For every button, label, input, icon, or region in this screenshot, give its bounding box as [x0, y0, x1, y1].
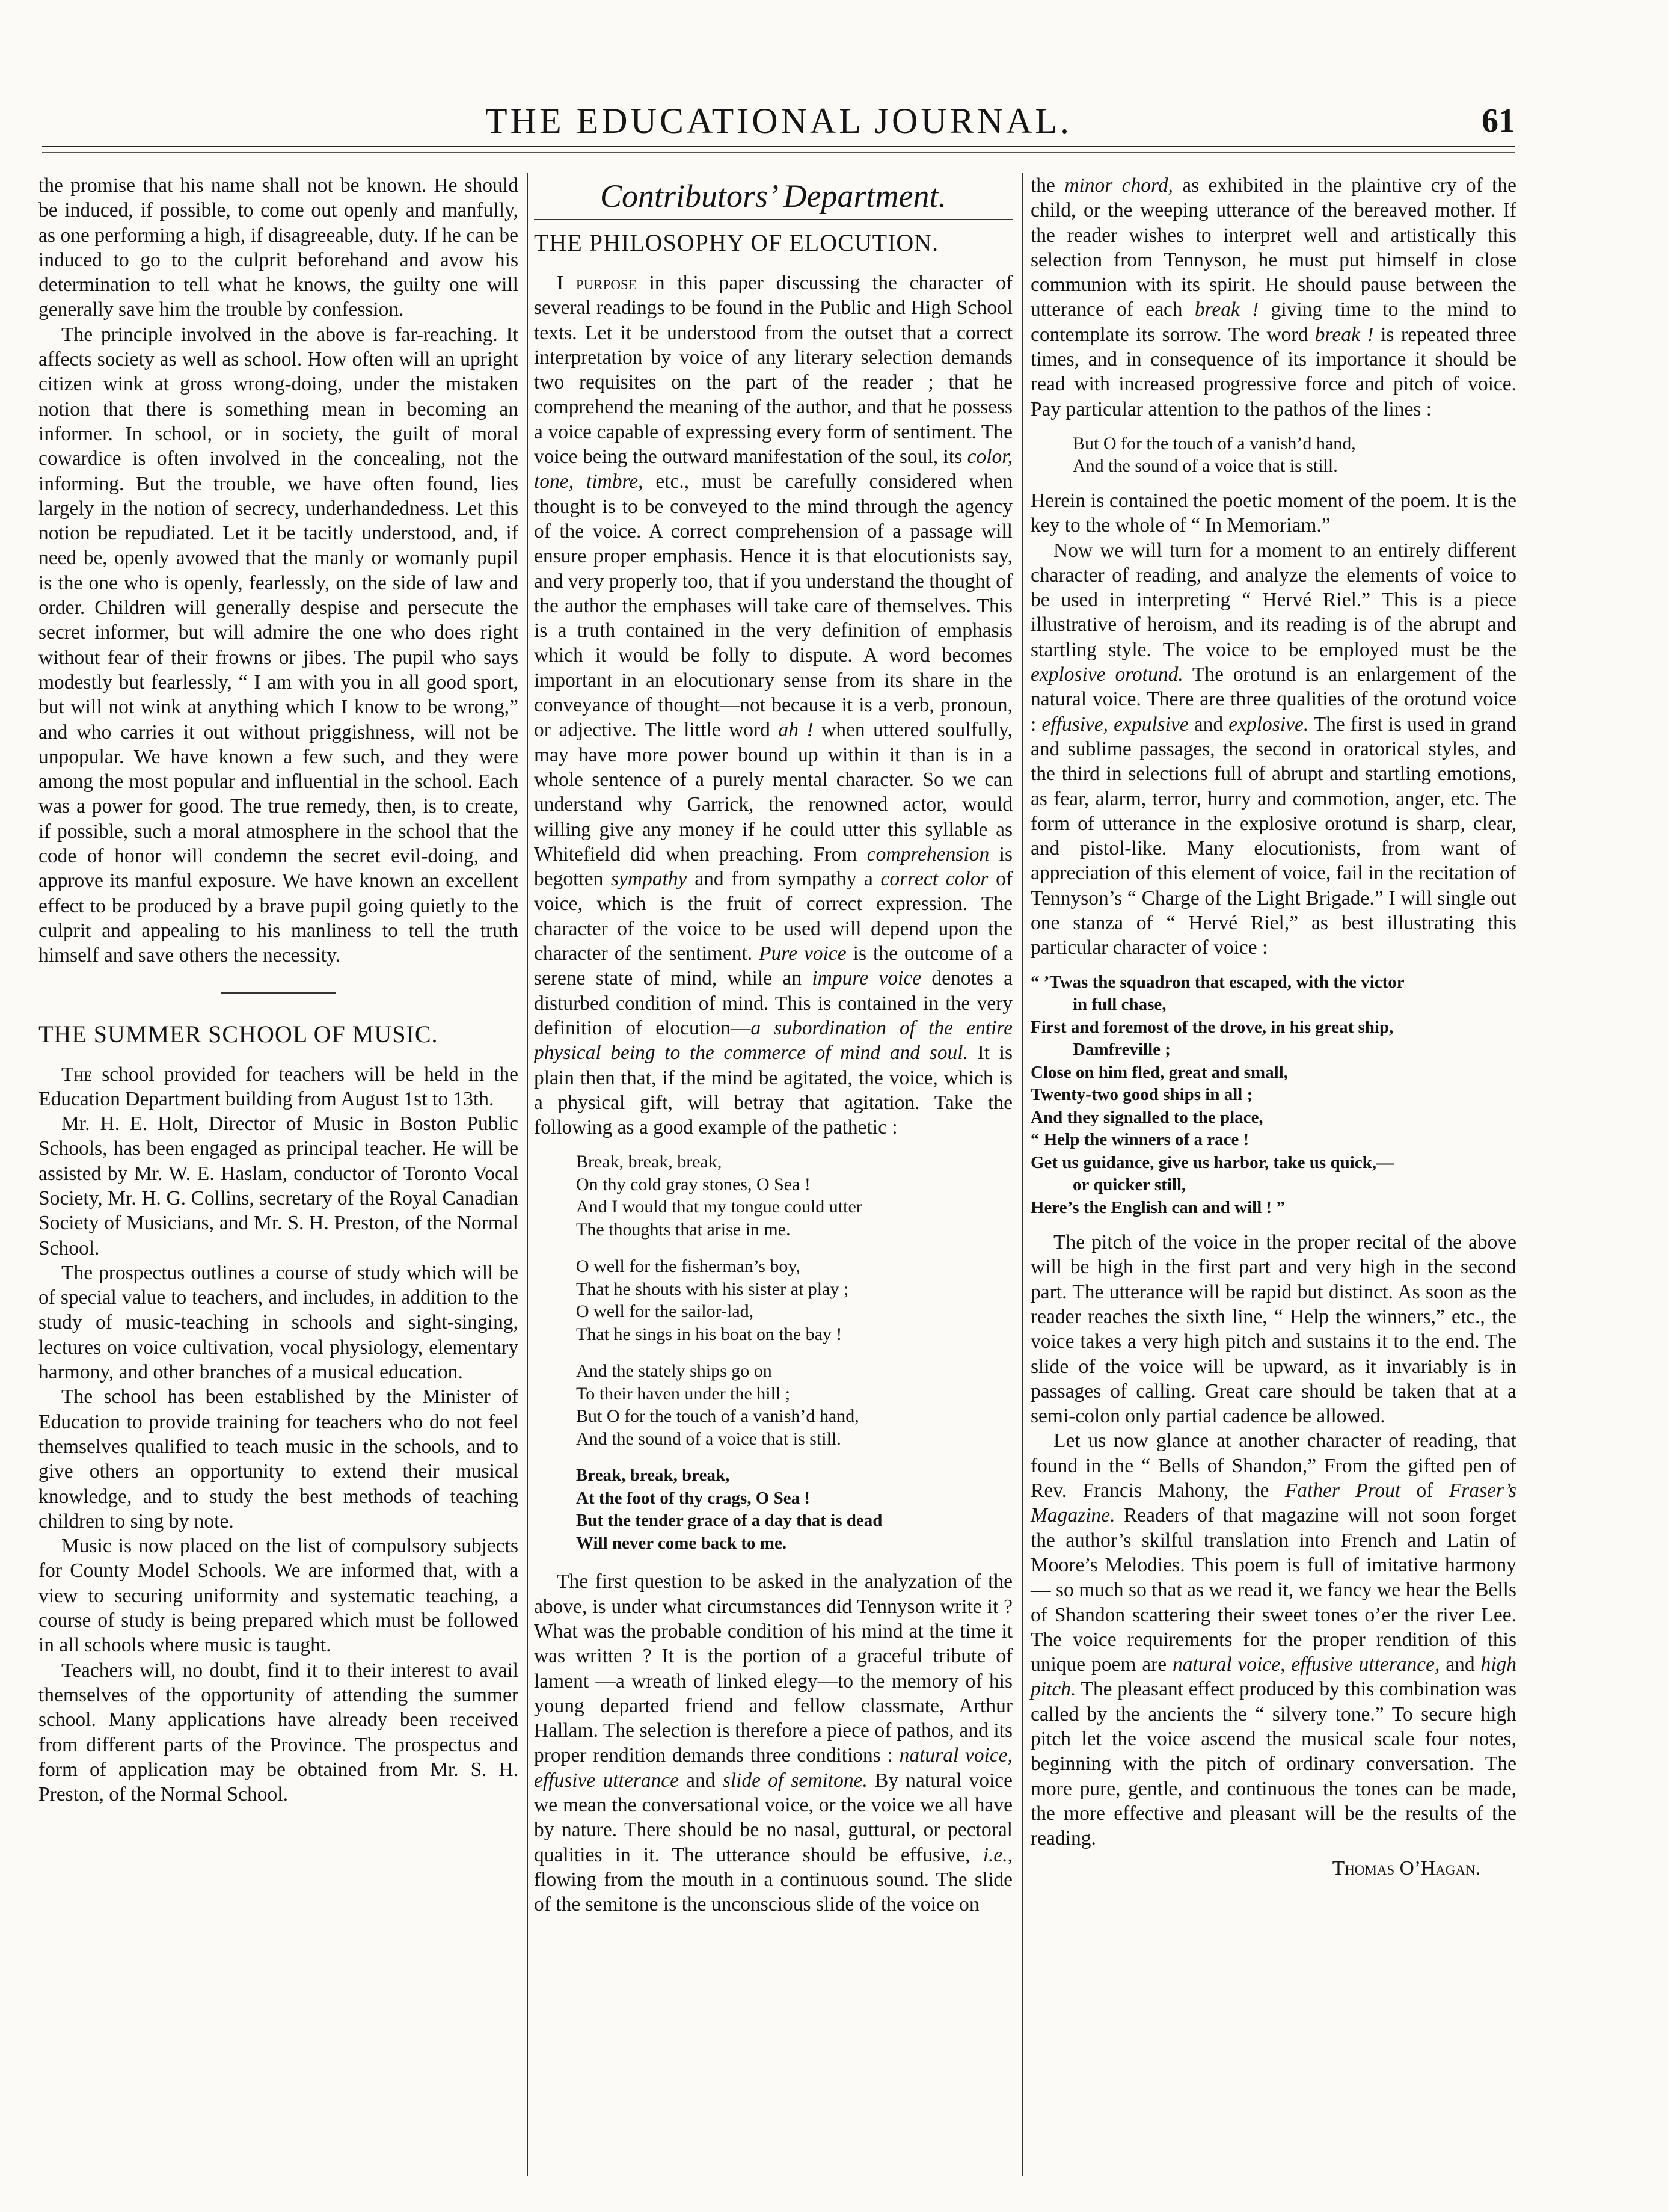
column-divider	[1022, 173, 1023, 2176]
paragraph-text: Let us now glance at another character of reading, that found in the “ Bells of Shandon,” From the gifted pen of Rev. Francis Mahony, the	[1031, 1430, 1516, 1502]
paragraph	[1031, 1428, 1516, 1851]
paragraph-text: etc., must be carefully considered when thought is to be conveyed to the mind through the agency of the voice. A correct comprehension of a passage will ensure proper emphasis. Hence it is that elocutionists say, and very properly too, that if you understand the thought of the author the emphases will take care of themselves. This is a truth contained in the very definition of emphasis which it would be folly to dispute. A word becomes important in an elocutionary sense from its share in the conveyance of thought—not because it is a verb, pronoun, or adjective. The little word	[534, 470, 1013, 742]
paragraph-text: is the outcome of a serene state of mind, while an	[534, 942, 1013, 990]
quoted-lines	[1073, 432, 1516, 478]
poem-line: But O for the touch of a vanish’d hand,	[576, 1406, 859, 1427]
poem-line: But O for the touch of a vanish’d hand,	[1073, 433, 1356, 453]
poem-line: Twenty-two good ships in all ;	[1031, 1085, 1253, 1105]
paragraph: The principle involved in the above is far-reaching. It affects society as well as school. How often will an upright citizen wink at gross wrong-doing, under the mistaken notion that there is something mean in becoming an informer. In school, or in society, the guilt of moral cowardice is often involved in the concealing, not the informing. But the trouble, we have often found, lies largely in the notion of secrecy, underhandedness. Let this notion be repudiated. Let it be tacitly understood, and, if need be, openly avowed that the manly or womanly pupil is the one who is openly, fearlessly, on the side of law and order. Children will generally despise and persecute the secret informer, but will admire the one who does right without fear of their frowns or jibes. The pupil who says modestly but fearlessly, “ I am with you in all good sport, but will not wink at anything which I know to be wrong,” and who carries it out without priggishness, will not be unpopular. We have known a few such, and they were among the most popular and influential in the school. Each was a power for good. The true remedy, then, is to create, if possible, such a moral atmosphere in the school that the code of honor will condemn the secret evil-doing, and approve its manful exposure. We have known an excellent effect to be produced by a brave pupil going quietly to the culprit and appealing to his manliness to tell the truth himself and save others the necessity.	[38, 323, 518, 967]
stanza	[576, 1151, 1013, 1241]
poem-line: in full chase,	[1073, 995, 1167, 1015]
poem-herve-riel	[1031, 971, 1516, 1220]
paragraph-text: is repeated three times, and in consequence of its importance it should be read with increased progressive force and pitch of voice. Pay particular attention to the pathos of the lines :	[1031, 323, 1516, 420]
emphasis: sympathy	[611, 868, 687, 891]
department-heading: Contributors’ Department.	[599, 178, 947, 214]
paragraph-text: The pleasant effect produced by this combination was called by the ancients the “ silvery tone.” To secure high pitch let the voice ascend the musical scale four notes, beginning with the pitch of ordinary conversation. The more pure, gentle, and continuous the tones can be made, the more effective and pleasant will be the results of the reading.	[1031, 1678, 1516, 1850]
author-signature: Thomas O’Hagan.	[1332, 1857, 1480, 1879]
poem-line: “ ’Twas the squadron that escaped, with the victor	[1031, 972, 1405, 992]
column-right	[1031, 173, 1516, 1881]
emphasis: i.e.,	[983, 1843, 1013, 1866]
paragraph-text: The orotund is an enlargement of the natural voice. There are three qualities of the orotund voice :	[1031, 663, 1517, 736]
article-heading: THE SUMMER SCHOOL OF MUSIC.	[38, 1020, 438, 1048]
paragraph-text: By natural voice we mean the conversational voice, or the voice we all have by nature. There should be no nasal, guttural, or pectoral qualities in it. The utterance should be effusive,	[534, 1769, 1013, 1866]
emphasis: comprehension	[866, 843, 990, 865]
paragraph	[1031, 173, 1516, 422]
running-title: THE EDUCATIONAL JOURNAL.	[485, 101, 1073, 141]
column-left	[38, 173, 518, 1807]
emphasis: Fraser’s Magazine.	[1031, 1479, 1516, 1527]
poem-line: And the sound of a voice that is still.	[1073, 456, 1338, 476]
poem-line: O well for the fisherman’s boy,	[576, 1256, 800, 1277]
emphasis: Pure voice	[759, 942, 847, 965]
paragraph	[534, 271, 1013, 1140]
paragraph-text: and	[1188, 713, 1229, 736]
emphasis: natural voice, effusive utterance,	[1173, 1653, 1440, 1676]
poem-line: On thy cold gray stones, O Sea !	[576, 1174, 811, 1194]
poem-line: And I would that my tongue could utter	[576, 1197, 862, 1217]
page-header	[42, 0, 1515, 142]
paragraph: the promise that his name shall not be known. He should be induced, if possible, to come out openly and manfully, as one performing a high, if disagreeable, duty. If he can be induced to go to the culprit beforehand and avow his determination to tell what he knows, the guilty one will generally save him the trouble by confession.	[38, 174, 518, 321]
paragraph-text: of	[1400, 1479, 1449, 1502]
page-number: 61	[1482, 102, 1515, 140]
poem-line: Break, break, break,	[576, 1466, 730, 1485]
emphasis: Father Prout	[1284, 1479, 1401, 1502]
stanza	[576, 1360, 1013, 1450]
lead-word: I purpose	[557, 272, 637, 294]
emphasis: color, tone, timbre,	[534, 446, 1013, 493]
emphasis: effusive, expulsive	[1041, 713, 1189, 736]
poem-line: Close on him fled, great and small,	[1031, 1062, 1289, 1082]
paragraph-text: school provided for teachers will be held in the Education Department building from August 1st to 13th.	[38, 1063, 518, 1110]
header-rule	[42, 146, 1515, 147]
paragraph-text: and	[679, 1769, 723, 1792]
emphasis: ah !	[778, 719, 814, 742]
paragraph: The school has been established by the Minister of Education to provide training for teachers who do not feel themselves qualified to teach music in the schools, and to give others an opportunity to extend their musical knowledge, and to study the best methods of teaching children to sing by note.	[38, 1386, 518, 1532]
paragraph-text: The first is used in grand and sublime passages, the second in oratorical styles, and the third in selections full of abrupt and startling emotions, as fear, alarm, terror, hurry and commotion, anger, etc. The form of utterance in the explosive orotund is sharp, clear, and pistol-like. Many elocutionists, from want of appreciation of this element of voice, fail in the recitation of Tennyson’s “ Charge of the Light Brigade.” I will single out one stanza of “ Hervé Riel,” as best illustrating this particular character of voice :	[1031, 713, 1517, 959]
paragraph-text: Now we will turn for a moment to an entirely different character of reading, and analyze the elements of voice to be used in interpreting “ Hervé Riel.” This is a piece illustrative of heroism, and its reading is of the abrupt and startling style. The voice to be employed must be the	[1031, 539, 1516, 661]
poem-break-break-break	[576, 1151, 1013, 1555]
paragraph: The prospectus outlines a course of study which will be of special value to teachers, and includes, in addition to the study of music-teaching in schools and sight-singing, lectures on voice cultivation, vocal physiology, elementary harmony, and other branches of a musical education.	[38, 1261, 518, 1384]
header-rule-thin	[42, 152, 1515, 153]
emphasis: natural voice, effusive utterance	[534, 1744, 1013, 1792]
emphasis: correct color	[880, 868, 989, 891]
paragraph: The pitch of the voice in the proper recital of the above will be high in the first part and very high in the second part. The utterance will be rapid but distinct. As soon as the reader reaches the sixth line, “ Help the winners,” etc., the voice takes a very high pitch and sustains it to the end. The slide of the voice will be upward, as it invariably is in passages of calling. Great care should be taken that at a semi-colon only partial cadence be allowed.	[1031, 1231, 1516, 1428]
poem-line: or quicker still,	[1073, 1175, 1186, 1195]
paragraph-text: the	[1031, 174, 1065, 197]
paragraph-text: and	[1440, 1653, 1481, 1676]
paragraph-text: when uttered soulfully, may have more power bound up within it than is in a whole sentence of a purely mental character. So we can understand why Garrick, the renowned actor, would willing give any money if he could utter this syllable as Whitefield did when preaching. From	[534, 719, 1013, 865]
paragraph: Herein is contained the poetic moment of the poem. It is the key to the whole of “ In Memoriam.”	[1031, 489, 1516, 537]
stanza	[576, 1464, 1013, 1555]
poem-line: Will never come back to me.	[576, 1533, 787, 1553]
paragraph-text: in this paper discussing the character of several readings to be found in the Public and High School texts. Let it be understood from the outset that a correct interpretation by voice of any literary selection demands two requisites on the part of the reader ; that he comprehend the meaning of the author, and that he possess a voice capable of expressing every form of sentiment. The voice being the outward manifestation of the soul, its	[534, 272, 1013, 469]
emphasis: break !	[1314, 323, 1374, 346]
paragraph-text: It is plain then that, if the mind be agitated, the voice, which is a physical gift, will betray that agitation. Take the following as a good example of the pathetic :	[534, 1042, 1013, 1139]
column-divider	[527, 173, 528, 2176]
poem-line: At the foot of thy crags, O Sea !	[576, 1488, 811, 1508]
paragraph: Mr. H. E. Holt, Director of Music in Boston Public Schools, has been engaged as principal teacher. He will be assisted by Mr. W. E. Haslam, conductor of Toronto Vocal Society, Mr. H. G. Collins, secretary of the Royal Canadian Society of Musicians, and Mr. S. H. Preston, of the Normal School.	[38, 1113, 518, 1259]
emphasis: impure voice	[812, 967, 922, 990]
paragraph-text: The first question to be asked in the analyzation of the above, is under what circumstances did Tennyson write it ? What was the probable condition of his mind at the time it was written ? It is the portion of a graceful tribute of lament —a wreath of linked elegy—to the memory of his young departed friend and fellow classmate, Arthur Hallam. The selection is therefore a piece of pathos, and its proper rendition demands three conditions :	[534, 1570, 1013, 1767]
poem-line: To their haven under the hill ;	[576, 1383, 791, 1404]
poem-line: The thoughts that arise in me.	[576, 1219, 791, 1240]
stanza	[576, 1255, 1013, 1345]
column-middle	[534, 173, 1013, 1917]
poem-line: That he shouts with his sister at play ;	[576, 1279, 849, 1299]
emphasis: break !	[1194, 298, 1259, 321]
poem-line: That he sings in his boat on the bay !	[576, 1324, 842, 1344]
poem-line: Break, break, break,	[576, 1152, 722, 1172]
paragraph-text: as exhibited in the plaintive cry of the child, or the weeping utterance of the bereaved mother. If the reader wishes to interpret well and artistically this selection from Tennyson, he must put himself in close communion with its spirit. He should pause between the utterance of each	[1031, 174, 1516, 321]
emphasis: minor chord,	[1064, 174, 1173, 197]
poem-line: O well for the sailor-lad,	[576, 1301, 754, 1322]
poem-line: And the stately ships go on	[576, 1361, 772, 1381]
emphasis: explosive orotund.	[1031, 663, 1183, 686]
poem-line: But the tender grace of a day that is dead	[576, 1511, 883, 1531]
poem-line: Here’s the English can and will ! ”	[1031, 1197, 1285, 1217]
paragraph: Music is now placed on the list of compulsory subjects for County Model Schools. We are informed that, with a view to securing uniformity and systematic teaching, a course of study is being prepared which must be followed in all schools where music is taught.	[38, 1535, 518, 1657]
paragraph: Teachers will, no doubt, find it to their interest to avail themselves of the opportunity of attending the summer school. Many applications have already been received from different parts of the Province. The prospectus and form of application may be obtained from Mr. S. H. Preston, of the Normal School.	[38, 1659, 518, 1806]
paragraph	[1031, 538, 1516, 960]
poem-line: Damfreville ;	[1073, 1040, 1171, 1060]
paragraph-text: Readers of that magazine will not soon forget the author’s skilful translation into French and Latin of Moore’s Melodies. This poem is full of imitative harmony — so much so that as we read it, we fancy we hear the Bells of Shandon scattering their sweet tones o’er the river Lee. The voice requirements for the proper rendition of this unique poem are	[1031, 1504, 1516, 1676]
paragraph-text: and from sympathy a	[687, 868, 881, 891]
article-heading: THE PHILOSOPHY OF ELOCUTION.	[534, 229, 939, 256]
paragraph-text: denotes a disturbed condition of mind. This is contained in the very definition of elocution—	[534, 967, 1013, 1039]
poem-line: And they signalled to the place,	[1031, 1107, 1263, 1127]
emphasis: slide of semitone.	[722, 1769, 868, 1792]
emphasis: high pitch.	[1031, 1653, 1517, 1701]
paragraph	[38, 1062, 518, 1112]
poem-line: Get us guidance, give us harbor, take us quick,—	[1031, 1152, 1394, 1172]
paragraph-text: is begotten	[534, 843, 1013, 891]
poem-line: “ Help the winners of a race !	[1031, 1130, 1249, 1150]
paragraph	[534, 1569, 1013, 1917]
emphasis: a subordination of the entire physical being to the commerce of mind and soul.	[534, 1016, 1013, 1065]
poem-line: And the sound of a voice that is still.	[576, 1428, 841, 1449]
lead-word: The	[61, 1063, 93, 1086]
paragraph-text: giving time to the mind to contemplate its sorrow. The word	[1031, 298, 1517, 346]
department-rule	[534, 219, 1013, 220]
paragraph-text: flowing from the mouth in a continuous sound. The slide of the semitone is the unconscious slide of the voice on	[534, 1868, 1013, 1916]
paragraph-text: of voice, which is the fruit of correct expression. The character of the voice to be used will depend upon the character of the sentiment.	[534, 868, 1013, 965]
section-divider	[221, 992, 336, 994]
poem-line: First and foremost of the drove, in his great ship,	[1031, 1017, 1394, 1037]
emphasis: explosive.	[1228, 713, 1309, 736]
